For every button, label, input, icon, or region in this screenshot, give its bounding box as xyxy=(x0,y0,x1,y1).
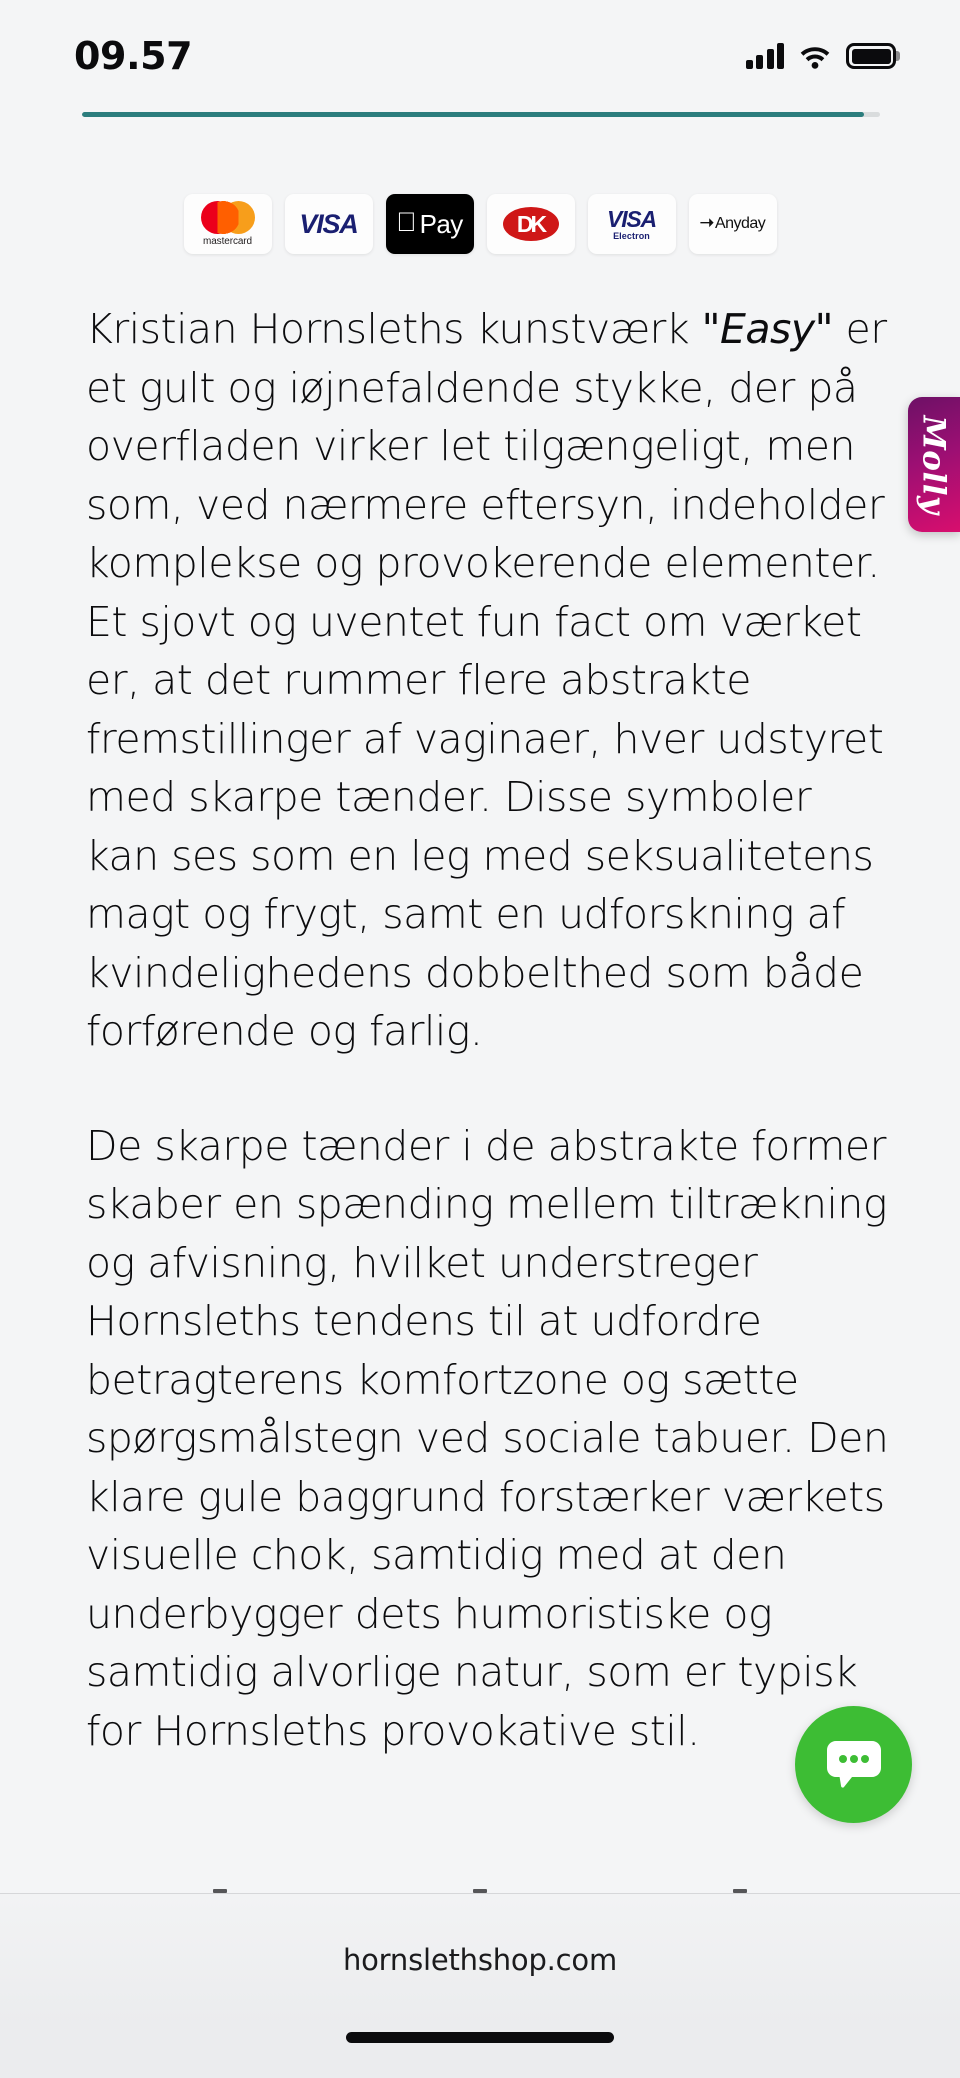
visa-electron-sublabel: Electron xyxy=(613,230,650,241)
wifi-icon xyxy=(798,43,832,69)
apple-logo-icon xyxy=(396,209,416,236)
anyday-logo xyxy=(700,215,766,233)
page-load-progress xyxy=(0,112,960,120)
payment-badge-apple-pay xyxy=(386,194,474,254)
browser-bottom-bar[interactable] xyxy=(0,1893,960,2026)
progress-fill xyxy=(82,112,864,117)
home-indicator[interactable] xyxy=(346,2032,614,2043)
payment-badge-anyday xyxy=(689,194,777,254)
artwork-title-emphasis: "Easy" xyxy=(701,305,833,353)
status-bar-clock: 09.57 xyxy=(74,34,193,78)
status-bar xyxy=(0,0,960,112)
molly-side-tab[interactable] xyxy=(908,397,960,532)
visa-electron-logo xyxy=(607,205,656,241)
webview-content[interactable] xyxy=(0,120,960,1893)
apple-pay-label: Pay xyxy=(409,208,453,239)
mastercard-logo xyxy=(201,201,255,247)
visa-electron-label: VISA xyxy=(607,205,656,232)
browser-url-label[interactable]: hornslethshop.com xyxy=(342,1943,618,1977)
chat-widget-button[interactable] xyxy=(795,1706,912,1823)
status-bar-icons xyxy=(746,43,897,69)
battery-full-icon xyxy=(846,43,896,69)
apple-pay-logo xyxy=(396,209,462,240)
progress-track xyxy=(82,112,880,117)
payment-badge-mastercard xyxy=(184,194,272,254)
article-paragraph-2: De skarpe tænder i de abstrakte former skaber en spænding mellem tiltrækning og afvisning, hvilket understreger Hornsleths tendens til at udfordre betragterens komfortzone og sætte spørgsmålstegn ved sociale tabuer. Den klare gule baggrund forstærker værkets visuelle chok, samtidig med at den underbygger dets humoristiske og samtidig alvorlige natur, som er typisk for Hornsleths provokative stil. xyxy=(86,1121,889,1755)
dankort-logo: DK xyxy=(503,207,559,241)
molly-tab-label: Molly xyxy=(916,414,952,515)
cellular-signal-icon xyxy=(746,43,785,69)
paragraph-1-rest: er et gult og iøjnefaldende stykke, der på overfladen virker let tilgængeligt, men som, ved nærmere eftersyn, indeholder komplekse og provokerende elementer. Et sjovt og uventet fun fact om værket er, at det rummer flere abstrakte fremstillinger af vaginaer, hver udstyret med skarpe tænder. Disse symboler kan ses som en leg med seksualitetens magt og frygt, samt en udforskning af kvindelighedens dobbelthed som både forførende og farlig. xyxy=(86,305,887,1055)
payment-methods-row xyxy=(0,120,960,254)
visa-logo: VISA xyxy=(299,208,358,239)
anyday-label: Anyday xyxy=(714,215,766,232)
article-body xyxy=(0,254,960,1760)
payment-badge-visa-electron xyxy=(588,194,676,254)
payment-badge-dankort xyxy=(487,194,575,254)
mastercard-label: mastercard xyxy=(202,236,252,247)
article-paragraph-1 xyxy=(86,300,894,1061)
clipped-next-section xyxy=(0,1875,960,1893)
anyday-mark-icon: ➝ xyxy=(699,213,714,232)
paragraph-1-lead: Kristian Hornsleths kunstværk xyxy=(86,305,702,353)
home-indicator-area xyxy=(0,2026,960,2078)
payment-badge-visa xyxy=(285,194,373,254)
chat-bubble-icon xyxy=(822,1733,886,1797)
